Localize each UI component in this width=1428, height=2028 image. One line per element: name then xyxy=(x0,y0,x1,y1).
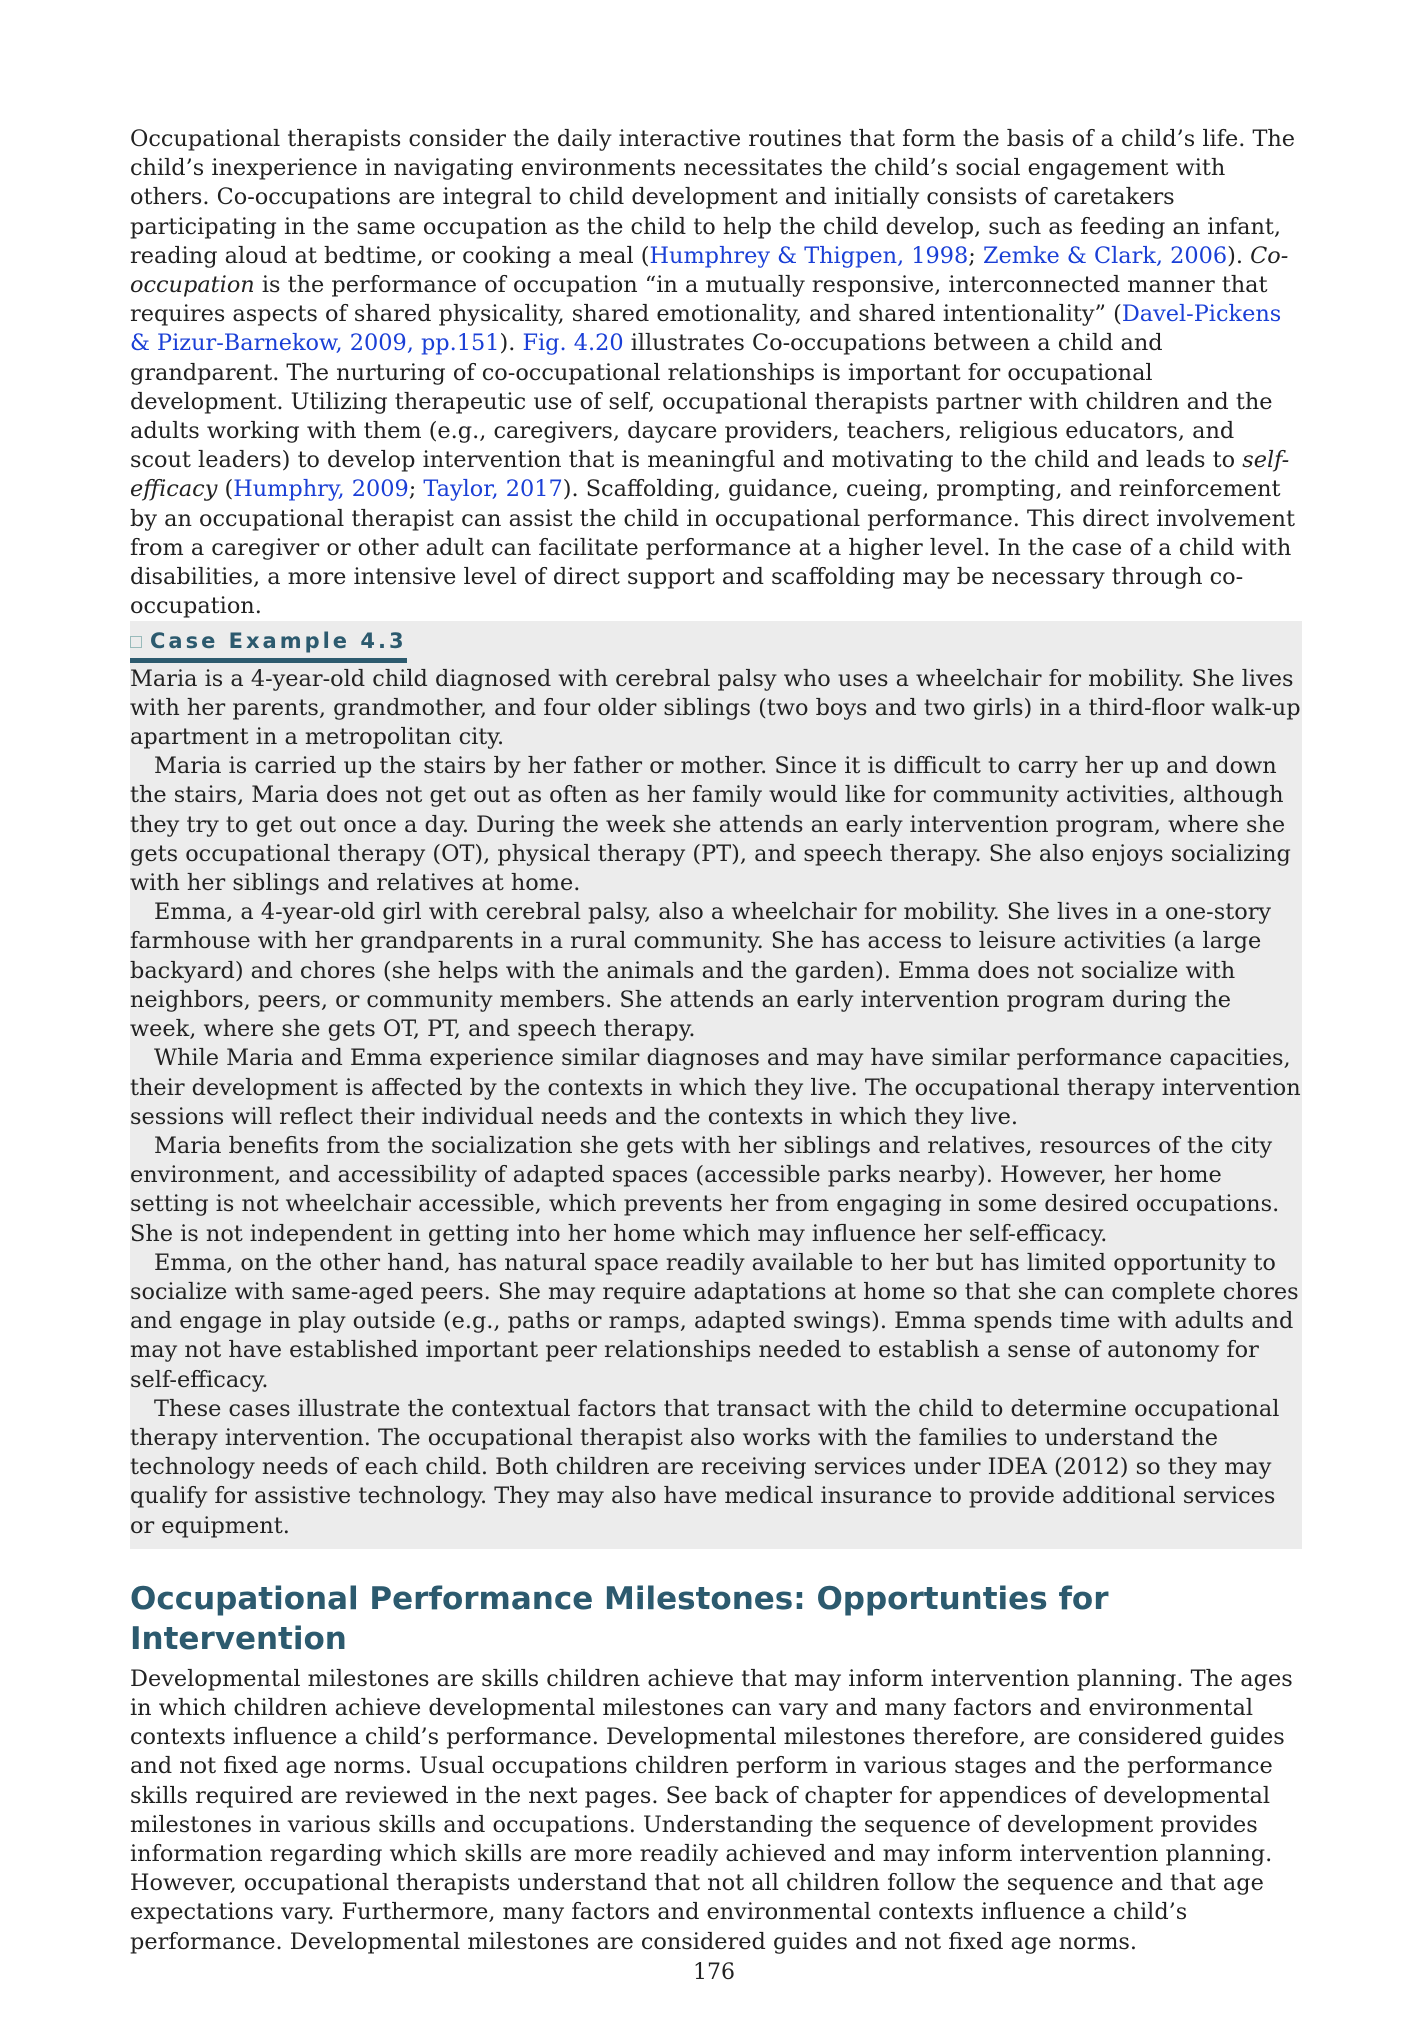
case-paragraph-7: These cases illustrate the contextual factors that transact with the child to determine occupational therapy intervention. The occupational therapist also works with the families to understand the technology needs of each child. Both children are receiving services under IDEA (2012) so they may qualify for assistive technology. They may also have medical insurance to provide additional services or equipment. xyxy=(130,1395,1280,1539)
figure-link-4-20[interactable]: Fig. 4.20 xyxy=(522,330,624,357)
case-paragraph-4: While Maria and Emma experience similar diagnoses and may have similar performance capacities, their development is affected by the contexts in which they live. The occupational therapy intervention sessions will reflect their individual needs and the contexts in which they live. xyxy=(130,1045,1301,1130)
section-heading: Occupational Performance Milestones: Opportunties for Intervention xyxy=(130,1580,1109,1657)
section-paragraph: Developmental milestones are skills children achieve that may inform intervention planning. The ages in which children achieve developmental milestones can vary and many factors and environmental contexts influence a child’s performance. Developmental milestones therefore, are considered guides and not fixed age norms. Usual occupations children perform in various stages and the performance skills required are reviewed in the next pages. See back of chapter for appendices of developmental milestones in various skills and occupations. Understanding the sequence of development provides information regarding which skills are more readily achieved and may inform intervention planning. However, occupational therapists understand that not all children follow the sequence and that age expectations vary. Furthermore, many factors and environmental contexts influence a child’s performance. Developmental milestones are considered guides and not fixed age norms. xyxy=(130,1665,1293,1955)
text-run: ). Scaffolding, guidance, cueing, prompting, and reinforcement by an occupational therapist can assist the child in occupational performance. This direct involvement from a caregiver or other adult can facilitate performance at a higher level. In the case of a child with disabilities, a more intensive level of direct support and scaffolding may be necessary through co-occupation. xyxy=(130,476,1295,620)
case-example-title: Case Example 4.3 xyxy=(150,629,407,654)
text-run: ). xyxy=(499,330,523,357)
case-example-header xyxy=(130,627,407,662)
text-run: ). xyxy=(1227,242,1251,269)
text-run: ; xyxy=(408,476,424,503)
case-paragraph-6: Emma, on the other hand, has natural space readily available to her but has limited opportunity to socialize with same-aged peers. She may require adaptations at home so that she can complete chores and engage in play outside (e.g., paths or ramps, adapted swings). Emma spends time with adults and may not have established important peer relationships needed to establish a sense of autonomy for self-efficacy. xyxy=(130,1249,1299,1393)
case-paragraph-5: Maria benefits from the socialization she gets with her siblings and relatives, resources of the city environment, and accessibility of adapted spaces (accessible parks nearby). However, her home setting is not wheelchair accessible, which prevents her from engaging in some desired occupations. She is not independent in getting into her home which may influence her self-efficacy. xyxy=(130,1132,1280,1247)
citation-link-humphry[interactable]: Humphry, 2009 xyxy=(233,476,409,503)
text-run: is the performance of occupation “in a mutually responsive, interconnected manner that requires aspects of shared physicality, shared emotionality, and shared intentionality” ( xyxy=(130,272,1268,328)
case-paragraph-3: Emma, a 4-year-old girl with cerebral palsy, also a wheelchair for mobility. She lives in a one-story farmhouse with her grandparents in a rural community. She has access to leisure activities (a large backyard) and chores (she helps with the animals and the garden). Emma does not socialize with neighbors, peers, or community members. She attends an early intervention program during the week, where she gets OT, PT, and speech therapy. xyxy=(130,899,1272,1043)
bookmark-icon xyxy=(130,636,142,648)
case-paragraph-2: Maria is carried up the stairs by her father or mother. Since it is difficult to carry her up and down the stairs, Maria does not get out as often as her family would like for community activities, although they try to get out once a day. During the week she attends an early intervention program, where she gets occupational therapy (OT), physical therapy (PT), and speech therapy. She also enjoys socializing with her siblings and relatives at home. xyxy=(130,753,1291,897)
text-run: illustrates Co-occupations between a child and grandparent. The nurturing of co-occupational relationships is important for occupational development. Utilizing therapeutic use of self, occupational therapists partner with children and the adults working with them (e.g., caregivers, daycare providers, teachers, religious educators, and scout leaders) to develop intervention that is meaningful and motivating to the child and leads to xyxy=(130,330,1273,474)
text-run: Occupational therapists consider the daily interactive routines that form the basis of a child’s life. The child’s inexperience in navigating environments necessitates the child’s social engagement with others. Co-occupations are integral to child development and initially consists of caretakers participating in the same occupation as the child to help the child develop, such as feeding an infant, reading aloud at bedtime, or cooking a meal ( xyxy=(130,126,1296,269)
citation-link-humphrey-thigpen[interactable]: Humphrey & Thigpen, 1998 xyxy=(649,242,969,269)
text-run: ; xyxy=(968,242,983,269)
citation-link-taylor[interactable]: Taylor, 2017 xyxy=(423,476,563,503)
intro-paragraph xyxy=(130,125,1302,621)
citation-link-davel-pickens[interactable]: Davel-Pickens & Pizur-Barnekow, 2009, pp.151 xyxy=(130,301,1282,357)
case-example-box xyxy=(130,621,1302,1548)
page-number: 176 xyxy=(693,1960,735,1985)
case-paragraph-1: Maria is a 4-year-old child diagnosed with cerebral palsy who uses a wheelchair for mobility. She lives with her parents, grandmother, and four older siblings (two boys and two girls) in a third-floor walk-up apartment in a metropolitan city. xyxy=(130,665,1301,751)
document-page xyxy=(130,125,1302,1957)
term-co-occupation: Co-occupation xyxy=(130,242,1289,299)
term-self-efficacy: self-efficacy xyxy=(130,447,1290,503)
text-run: ( xyxy=(217,476,234,503)
citation-link-zemke-clark[interactable]: Zemke & Clark, 2006 xyxy=(982,242,1228,269)
